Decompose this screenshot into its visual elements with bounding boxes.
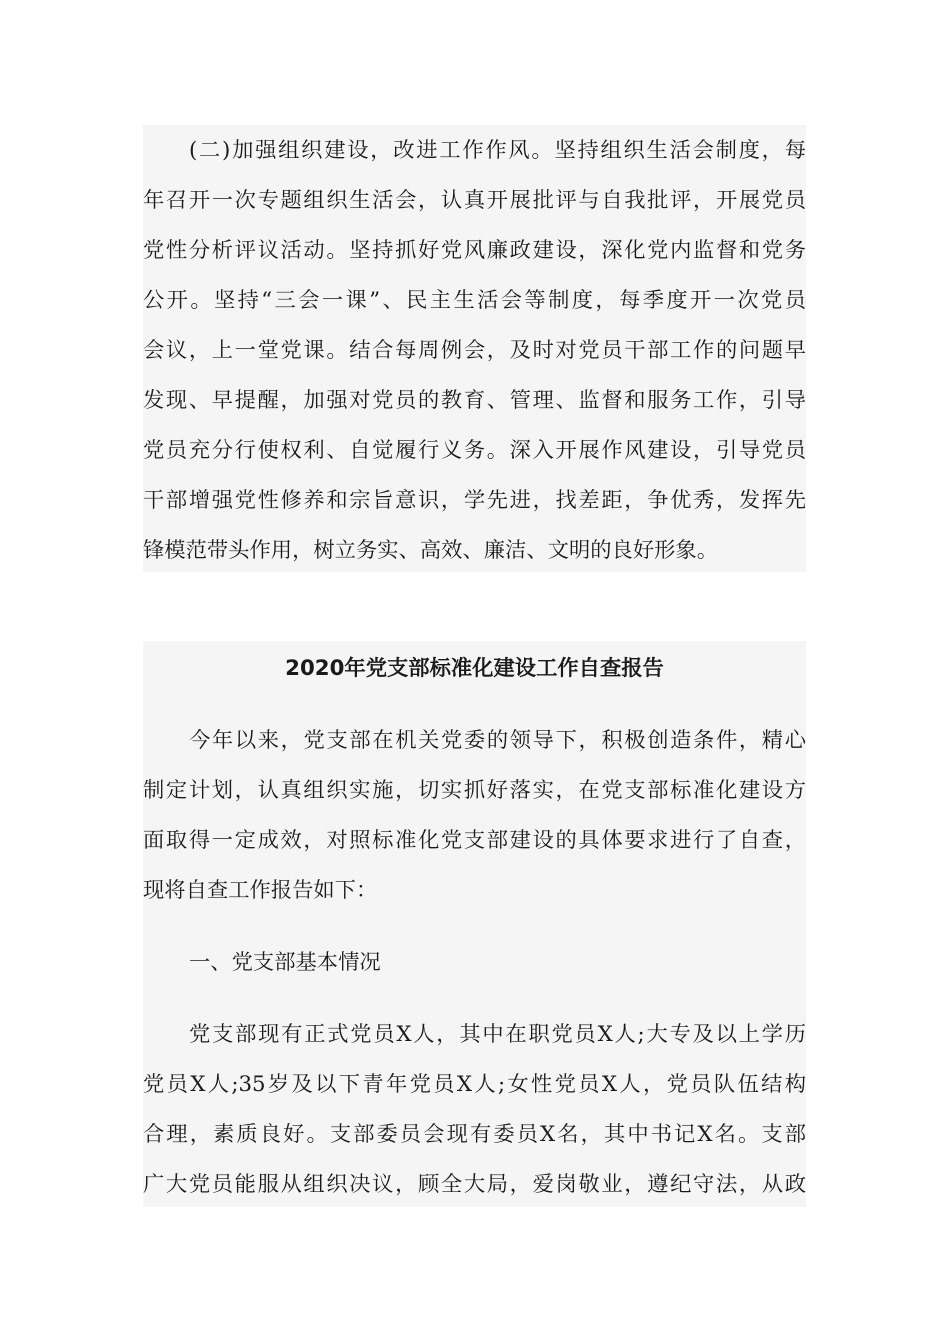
- paragraph-line: 干部增强党性修养和宗旨意识，学先进，找差距，争优秀，发挥先: [143, 488, 806, 513]
- paragraph-line: 广大党员能服从组织决议，顾全大局，爱岗敬业，遵纪守法，从政: [143, 1172, 806, 1197]
- paragraph-line: 现将自查工作报告如下：: [143, 878, 378, 903]
- paragraph-line: 党性分析评议活动。坚持抓好党风廉政建设，深化党内监督和党务: [143, 238, 806, 263]
- report-title: 2020年党支部标准化建设工作自查报告: [285, 656, 664, 681]
- paragraph-line: 党员充分行使权利、自觉履行义务。深入开展作风建设，引导党员: [143, 438, 806, 463]
- paragraph-line: 党支部现有正式党员X人，其中在职党员X人;大专及以上学历: [189, 1022, 806, 1047]
- paragraph-line: 发现、早提醒，加强对党员的教育、管理、监督和服务工作，引导: [143, 388, 806, 413]
- paragraph-line: 年召开一次专题组织生活会，认真开展批评与自我批评，开展党员: [143, 188, 806, 213]
- text-block-section-2: [143, 641, 806, 1207]
- paragraph-line: 会议，上一堂党课。结合每周例会，及时对党员干部工作的问题早: [143, 338, 806, 363]
- paragraph-line: 公开。坚持“三会一课”、民主生活会等制度，每季度开一次党员: [143, 288, 806, 313]
- paragraph-line: 党员X人;35岁及以下青年党员X人;女性党员X人，党员队伍结构: [143, 1072, 806, 1097]
- section-heading: 一、党支部基本情况: [189, 950, 381, 975]
- paragraph-line: 今年以来，党支部在机关党委的领导下，积极创造条件，精心: [189, 728, 806, 753]
- paragraph-line: 制定计划，认真组织实施，切实抓好落实，在党支部标准化建设方: [143, 778, 806, 803]
- paragraph-line: 面取得一定成效，对照标准化党支部建设的具体要求进行了自查，: [143, 828, 806, 853]
- text-block-section-1: [143, 125, 806, 572]
- paragraph-line: (二)加强组织建设，改进工作作风。坚持组织生活会制度，每: [189, 138, 806, 163]
- paragraph-line: 锋模范带头作用，树立务实、高效、廉洁、文明的良好形象。: [143, 538, 719, 563]
- paragraph-line: 合理，素质良好。支部委员会现有委员X名，其中书记X名。支部: [143, 1122, 806, 1147]
